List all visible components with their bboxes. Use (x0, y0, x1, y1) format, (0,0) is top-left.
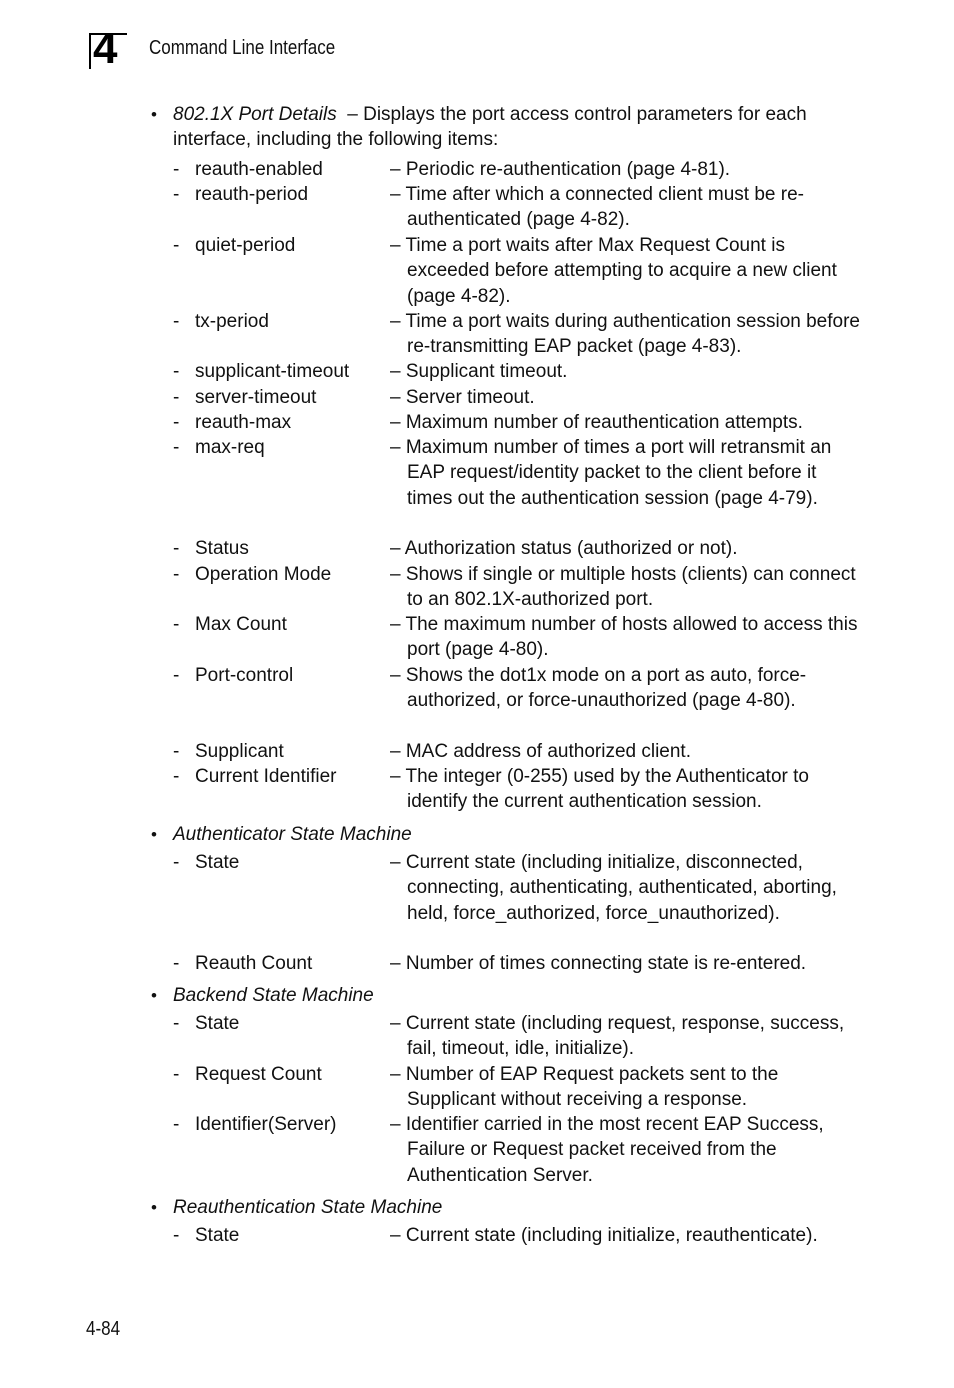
item-term: reauth-enabled (195, 159, 323, 180)
section-heading (173, 1195, 853, 1220)
dash-marker: - (173, 614, 180, 635)
item-term: Current Identifier (195, 766, 337, 787)
bullet-icon: • (151, 825, 157, 844)
dash-marker: - (173, 235, 180, 256)
item-description: – Periodic re-authentication (page 4-81). (390, 159, 731, 180)
item-description: – Identifier carried in the most recent EAP Success, Failure or Request packet received from the Authentication Server. (390, 1114, 824, 1186)
item-description: – The maximum number of hosts allowed to access this port (page 4-80). (390, 614, 858, 661)
item-description: – Maximum number of reauthentication attempts. (390, 412, 803, 433)
item-term: Port-control (195, 665, 294, 686)
item-description: – Supplicant timeout. (390, 361, 568, 382)
item-term: reauth-period (195, 184, 309, 205)
section-heading (173, 102, 853, 153)
item-description: – Time a port waits during authentication session before re-transmitting EAP packet (page 4-83). (390, 311, 860, 358)
section-title: 802.1X Port Details (173, 104, 337, 125)
item-term: Max Count (195, 614, 287, 635)
item-description: – Shows the dot1x mode on a port as auto, force-authorized, or force-unauthorized (page 4-80). (390, 665, 807, 712)
item-term: Reauth Count (195, 953, 313, 974)
item-description: – Number of EAP Request packets sent to the Supplicant without receiving a response. (390, 1064, 779, 1111)
item-description: – Shows if single or multiple hosts (clients) can connect to an 802.1X-authorized port. (390, 564, 856, 611)
dash-marker: - (173, 184, 180, 205)
bullet-icon: • (151, 986, 157, 1005)
item-term: State (195, 1225, 240, 1246)
dash-marker: - (173, 311, 180, 332)
item-description: – Server timeout. (390, 387, 535, 408)
running-title: Command Line Interface (149, 37, 336, 59)
dash-marker: - (173, 437, 180, 458)
dash-marker: - (173, 361, 180, 382)
item-term: Supplicant (195, 741, 284, 762)
item-description: – Time a port waits after Max Request Count is exceeded before attempting to acquire a new client (page 4-82). (390, 235, 837, 307)
dash-marker: - (173, 159, 180, 180)
item-description: – Current state (including request, response, success, fail, timeout, idle, initialize). (390, 1013, 845, 1060)
dash-marker: - (173, 741, 180, 762)
dash-marker: - (173, 538, 180, 559)
item-term: Status (195, 538, 249, 559)
chapter-number-box (89, 24, 127, 73)
item-description: – Number of times connecting state is re-entered. (390, 953, 807, 974)
dash-marker: - (173, 1013, 180, 1034)
item-term: server-timeout (195, 387, 317, 408)
page-number: 4-84 (86, 1318, 121, 1340)
dash-marker: - (173, 766, 180, 787)
chapter-number: 4 (93, 24, 118, 73)
dash-marker: - (173, 412, 180, 433)
dash-marker: - (173, 665, 180, 686)
item-description: – Authorization status (authorized or not). (390, 538, 738, 559)
item-term: max-req (195, 437, 265, 458)
dash-marker: - (173, 852, 180, 873)
section-title: Backend State Machine (173, 985, 374, 1006)
item-term: reauth-max (195, 412, 292, 433)
bullet-icon: • (151, 105, 157, 124)
item-term: State (195, 1013, 240, 1034)
item-description: – The integer (0-255) used by the Authenticator to identify the current authentication session. (390, 766, 809, 813)
item-description: – MAC address of authorized client. (390, 741, 691, 762)
item-description: – Current state (including initialize, reauthenticate). (390, 1225, 818, 1246)
item-term: State (195, 852, 240, 873)
section-title: Authenticator State Machine (173, 824, 412, 845)
item-description: – Current state (including initialize, disconnected, connecting, authenticating, authenticated, aborting, held, force_authorized, force_unauthorized). (390, 852, 837, 924)
dash-marker: - (173, 387, 180, 408)
dash-marker: - (173, 1064, 180, 1085)
item-term: Identifier(Server) (195, 1114, 337, 1135)
bullet-icon: • (151, 1198, 157, 1217)
section-title: Reauthentication State Machine (173, 1197, 443, 1218)
dash-marker: - (173, 1225, 180, 1246)
section-heading (173, 983, 853, 1008)
item-description: – Time after which a connected client must be re-authenticated (page 4-82). (390, 184, 804, 231)
section-heading (173, 822, 853, 847)
item-term: tx-period (195, 311, 269, 332)
dash-marker: - (173, 953, 180, 974)
section-intro: – Displays the port access control parameters for each interface, including the following items: (173, 104, 807, 151)
dash-marker: - (173, 564, 180, 585)
item-term: Operation Mode (195, 564, 332, 585)
item-term: supplicant-timeout (195, 361, 350, 382)
item-description: – Maximum number of times a port will retransmit an EAP request/identity packet to the client before it times out the authentication session (page 4-79). (390, 437, 832, 509)
dash-marker: - (173, 1114, 180, 1135)
item-term: quiet-period (195, 235, 296, 256)
item-term: Request Count (195, 1064, 322, 1085)
